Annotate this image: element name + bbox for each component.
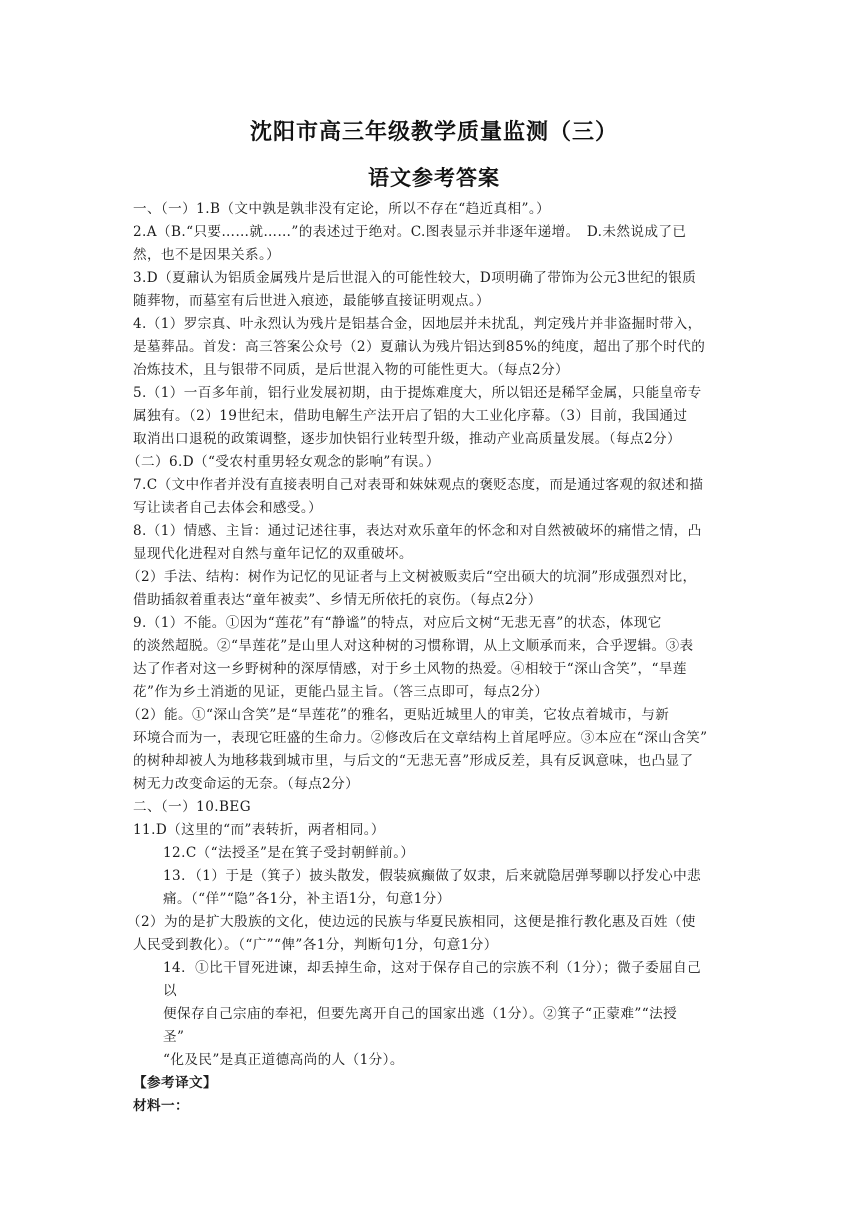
text-line: 9.（1）不能。①因为“莲花”有“静谧”的特点，对应后文树“无悲无喜”的状态，体现它 — [133, 615, 662, 631]
text-line: 属独有。（2）19世纪末，借助电解生产法开启了铝的大工业化序幕。（3）目前，我国通过 — [133, 408, 688, 424]
text-line: 一、（一）1.B（文中孰是孰非没有定论，所以不存在“趋近真相”。） — [133, 201, 551, 217]
answer-body — [127, 198, 738, 1118]
text-line: 圣” — [163, 1029, 185, 1045]
text-line: 的树种却被人为地移栽到城市里，与后文的“无悲无喜”形成反差，具有反讽意味，也凸显了 — [133, 753, 694, 769]
text-line: （2）为的是扩大殷族的文化，使边远的民族与华夏民族相同，这便是推行教化惠及百姓（使 — [127, 914, 696, 930]
text-line: 人民受到教化）。（“广”“俾”各1分，判断句1分，句意1分） — [133, 937, 498, 953]
text-line: 借助插叙着重表达“童年被卖”、乡情无所依托的哀伤。（每点2分） — [133, 592, 542, 608]
text-line: 5.（1）一百多年前，铝行业发展初期，由于提炼难度大，所以铝还是稀罕金属，只能皇帝专 — [133, 385, 702, 401]
text-line: 达了作者对这一乡野树种的深厚情感，对于乡土风物的热爱。④相较于“深山含笑”，“旱莲 — [133, 661, 687, 677]
text-line: 4.（1）罗宗真、叶永烈认为残片是铝基合金，因地层并未扰乱，判定残片并非盗掘时带入， — [133, 316, 702, 332]
text-line: 13．（1）于是（箕子）披头散发，假装疯癫做了奴隶，后来就隐居弹琴聊以抒发心中悲 — [163, 868, 702, 884]
text-line: 2.A（B.“只要……就……”的表述过于绝对。C.图表显示并非逐年递增。 D.未然说成了已 — [133, 224, 687, 240]
text-line: 12.C（“法授圣”是在箕子受封朝鲜前。） — [163, 845, 415, 861]
section-heading-translation: 【参考译文】 — [133, 1075, 217, 1091]
text-line: 11.D（这里的“而”表转折，两者相同。） — [133, 822, 385, 838]
section-heading-material-one: 材料一： — [133, 1098, 189, 1114]
text-line: 冶炼技术，且与银带不同质，是后世混入物的可能性更大。（每点2分） — [133, 362, 570, 378]
document-title: 沈阳市高三年级教学质量监测（三） — [249, 120, 618, 145]
text-line: 便保存自己宗庙的奉祀，但要先离开自己的国家出逃（1分）。②箕子“正蒙难”“法授 — [163, 1006, 678, 1022]
text-line: 显现代化进程对自然与童年记忆的双重破坏。 — [133, 546, 413, 562]
text-line: 以 — [163, 983, 177, 999]
text-line: 树无力改变命运的无奈。（每点2分） — [133, 776, 360, 792]
text-line: 二、（一）10.BEG — [133, 799, 251, 815]
text-line: 花”作为乡土消逝的见证，更能凸显主旨。（答三点即可，每点2分） — [133, 684, 549, 700]
text-line: 的淡然超脱。②“旱莲花”是山里人对这种树的习惯称谓，从上文顺承而来，合乎逻辑。③表 — [133, 638, 694, 654]
text-line: 写让读者自己去体会和感受。） — [133, 500, 323, 516]
text-line: 环境合而为一，表现它旺盛的生命力。②修改后在文章结构上首尾呼应。③本应在“深山含笑” — [133, 730, 708, 746]
text-line: 然，也不是因果关系。） — [133, 247, 281, 263]
document-subtitle: 语文参考答案 — [368, 166, 500, 190]
text-line: （2）能。①“深山含笑”是“旱莲花”的雅名，更贴近城里人的审美，它妆点着城市，与新 — [127, 707, 670, 723]
text-line: （2）手法、结构：树作为记忆的见证者与上文树被贩卖后“空出硕大的坑洞”形成强烈对比， — [127, 569, 697, 585]
text-line: 随葬物，而墓室有后世进入痕迹，最能够直接证明观点。） — [133, 293, 491, 309]
text-line: 14．①比干冒死进谏，却丢掉生命，这对于保存自己的宗族不利（1分）；微子委屈自己 — [163, 960, 702, 976]
text-line: 8.（1）情感、主旨：通过记述往事，表达对欢乐童年的怀念和对自然被破坏的痛惜之情，凸 — [133, 523, 702, 539]
text-line: 3.D（夏鼐认为铝质金属残片是后世混入的可能性较大，D项明确了带饰为公元3世纪的银质 — [133, 270, 697, 286]
text-line: （二）6.D（“受农村重男轻女观念的影响”有误。） — [127, 454, 440, 470]
text-line: 是墓葬品。首发：高三答案公众号（2）夏鼐认为残片铝达到85%的纯度，超出了那个时代的 — [133, 339, 706, 355]
text-line: 痛。（“佯”“隐”各1分，补主语1分，句意1分） — [163, 891, 451, 907]
text-line: 7.C（文中作者并没有直接表明自己对表哥和妹妹观点的褒贬态度，而是通过客观的叙述和描 — [133, 477, 704, 493]
text-line: “化及民”是真正道德高尚的人（1分）。 — [163, 1052, 404, 1068]
text-line: 取消出口退税的政策调整，逐步加快铝行业转型升级，推动产业高质量发展。（每点2分） — [133, 431, 682, 447]
